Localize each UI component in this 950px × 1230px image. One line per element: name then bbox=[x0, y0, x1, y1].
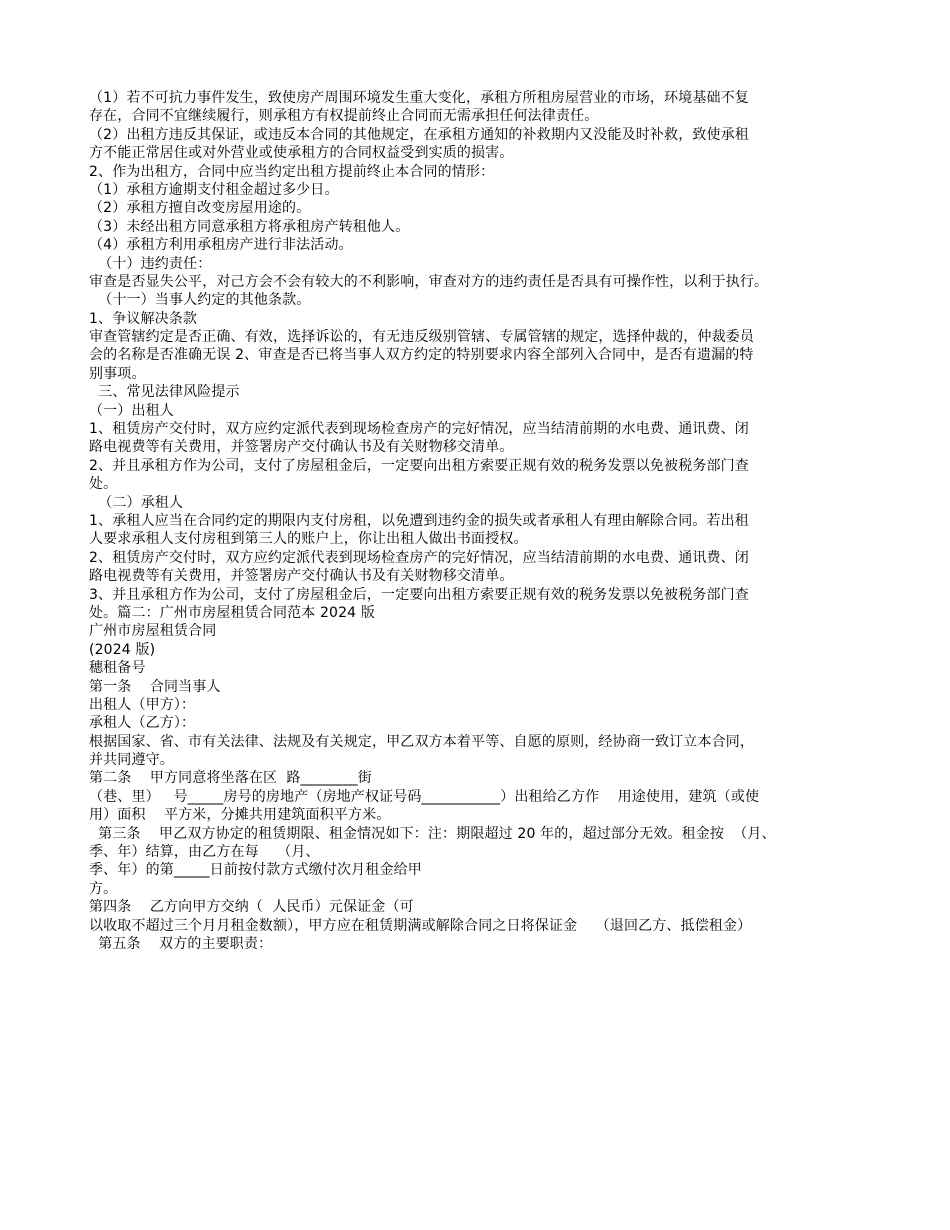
text-line: （1）承租方逾期支付租金超过多少日。 bbox=[89, 181, 339, 198]
text-line: 2、并且承租方作为公司，支付了房屋租金后，一定要向出租方索要正规有效的税务发票以免被税务部门查 bbox=[89, 457, 749, 474]
section-heading: （二）承租人 bbox=[89, 494, 184, 511]
section-heading: （十一）当事人约定的其他条款。 bbox=[89, 292, 311, 309]
text-line: 3、并且承租方作为公司，支付了房屋租金后，一定要向出租方索要正规有效的税务发票以免被税务部门查 bbox=[89, 586, 749, 603]
document-body bbox=[89, 89, 874, 953]
text-line: 路电视费等有关费用，并签署房产交付确认书及有关财物移交清单。 bbox=[89, 568, 514, 585]
text-line: 人要求承租人支付房租到第三人的账户上，你让出租人做出书面授权。 bbox=[89, 531, 528, 548]
text-line: 会的名称是否准确无误 2、审查是否已将当事人双方约定的特别要求内容全部列入合同中，是否有遗漏的特 bbox=[89, 347, 754, 364]
text-line: 季、年）的第_____日前按付款方式缴付次月租金给甲 bbox=[89, 862, 422, 879]
contract-edition: (2024 版) bbox=[89, 641, 156, 658]
text-line: 以收取不超过三个月月租金数额），甲方应在租赁期满或解除合同之日将保证金 （退回乙方、抵偿租金） bbox=[89, 917, 752, 934]
article-heading: 第一条 合同当事人 bbox=[89, 678, 221, 695]
text-line: 根据国家、省、市有关法律、法规及有关规定，甲乙双方本着平等、自愿的原则，经协商一致订立本合同， bbox=[89, 733, 755, 750]
text-line: （1）若不可抗力事件发生，致使房产周围环境发生重大变化，承租方所租房屋营业的市场，环境基础不复 bbox=[89, 90, 749, 106]
text-line: 2、作为出租方，合同中应当约定出租方提前终止本合同的情形： bbox=[89, 163, 495, 180]
section-heading: （一）出租人 bbox=[89, 402, 174, 419]
text-line: （巷、里） 号_____房号的房地产（房地产权证号码___________）出租给乙方作 用途使用，建筑（或使 bbox=[89, 788, 760, 805]
text-line: （2）承租方擅自改变房屋用途的。 bbox=[89, 200, 311, 217]
text-line: 2、租赁房产交付时，双方应约定派代表到现场检查房产的完好情况，应当结清前期的水电费、通讯费、闭 bbox=[89, 549, 749, 566]
text-line: 并共同遵守。 bbox=[89, 752, 174, 769]
section-heading: （十）违约责任： bbox=[89, 255, 212, 272]
text-line: 方不能正常居住或对外营业或使承租方的合同权益受到实质的损害。 bbox=[89, 145, 514, 162]
text-line: 处。篇二：广州市房屋租赁合同范本 2024 版 bbox=[89, 604, 375, 621]
text-line: 1、承租人应当在合同约定的期限内支付房租，以免遭到违约金的损失或者承租人有理由解除合同。若出租 bbox=[89, 512, 749, 529]
text-line: 存在，合同不宜继续履行，则承租方有权提前终止合同而无需承担任何法律责任。 bbox=[89, 108, 599, 125]
text-line: 承租人（乙方）： bbox=[89, 715, 196, 732]
article-heading: 第二条 甲方同意将坐落在区 路________街 bbox=[89, 770, 372, 787]
text-line: （4）承租方利用承租房产进行非法活动。 bbox=[89, 237, 353, 254]
contract-title: 广州市房屋租赁合同 bbox=[89, 623, 217, 640]
text-line: （3）未经出租方同意承租方将承租房产转租他人。 bbox=[89, 218, 410, 235]
text-line: 审查管辖约定是否正确、有效，选择诉讼的，有无违反级别管辖、专属管辖的规定，选择仲裁的，仲裁委员 bbox=[89, 329, 755, 346]
article-heading: 第四条 乙方向甲方交纳（ 人民币）元保证金（可 bbox=[89, 899, 414, 916]
text-line: 穗租备号 bbox=[89, 660, 146, 677]
text-line: 处。 bbox=[89, 476, 118, 493]
text-line: 1、租赁房产交付时，双方应约定派代表到现场检查房产的完好情况，应当结清前期的水电费、通讯费、闭 bbox=[89, 421, 749, 438]
section-heading: 三、常见法律风险提示 bbox=[89, 384, 240, 401]
text-line: 用）面积 平方米，分摊共用建筑面积平方米。 bbox=[89, 807, 391, 824]
article-heading: 第五条 双方的主要职责： bbox=[89, 935, 273, 952]
text-line: 方。 bbox=[89, 880, 118, 897]
text-line: 季、年）结算，由乙方在每 （月、 bbox=[89, 844, 320, 861]
text-line: 出租人（甲方）： bbox=[89, 696, 196, 713]
text-line: 别事项。 bbox=[89, 365, 146, 382]
text-line: 路电视费等有关费用，并签署房产交付确认书及有关财物移交清单。 bbox=[89, 439, 514, 456]
article-heading: 第三条 甲乙双方协定的租赁期限、租金情况如下：注：期限超过 20 年的，超过部分无效。租金按 （月、 bbox=[89, 825, 776, 842]
text-line: 审查是否显失公平，对己方会不会有较大的不利影响，审查对方的违约责任是否具有可操作性，以利于执行。 bbox=[89, 273, 769, 290]
text-line: （2）出租方违反其保证，或违反本合同的其他规定，在承租方通知的补救期内又没能及时补救，致使承租 bbox=[89, 126, 749, 143]
text-line: 1、争议解决条款 bbox=[89, 310, 198, 327]
